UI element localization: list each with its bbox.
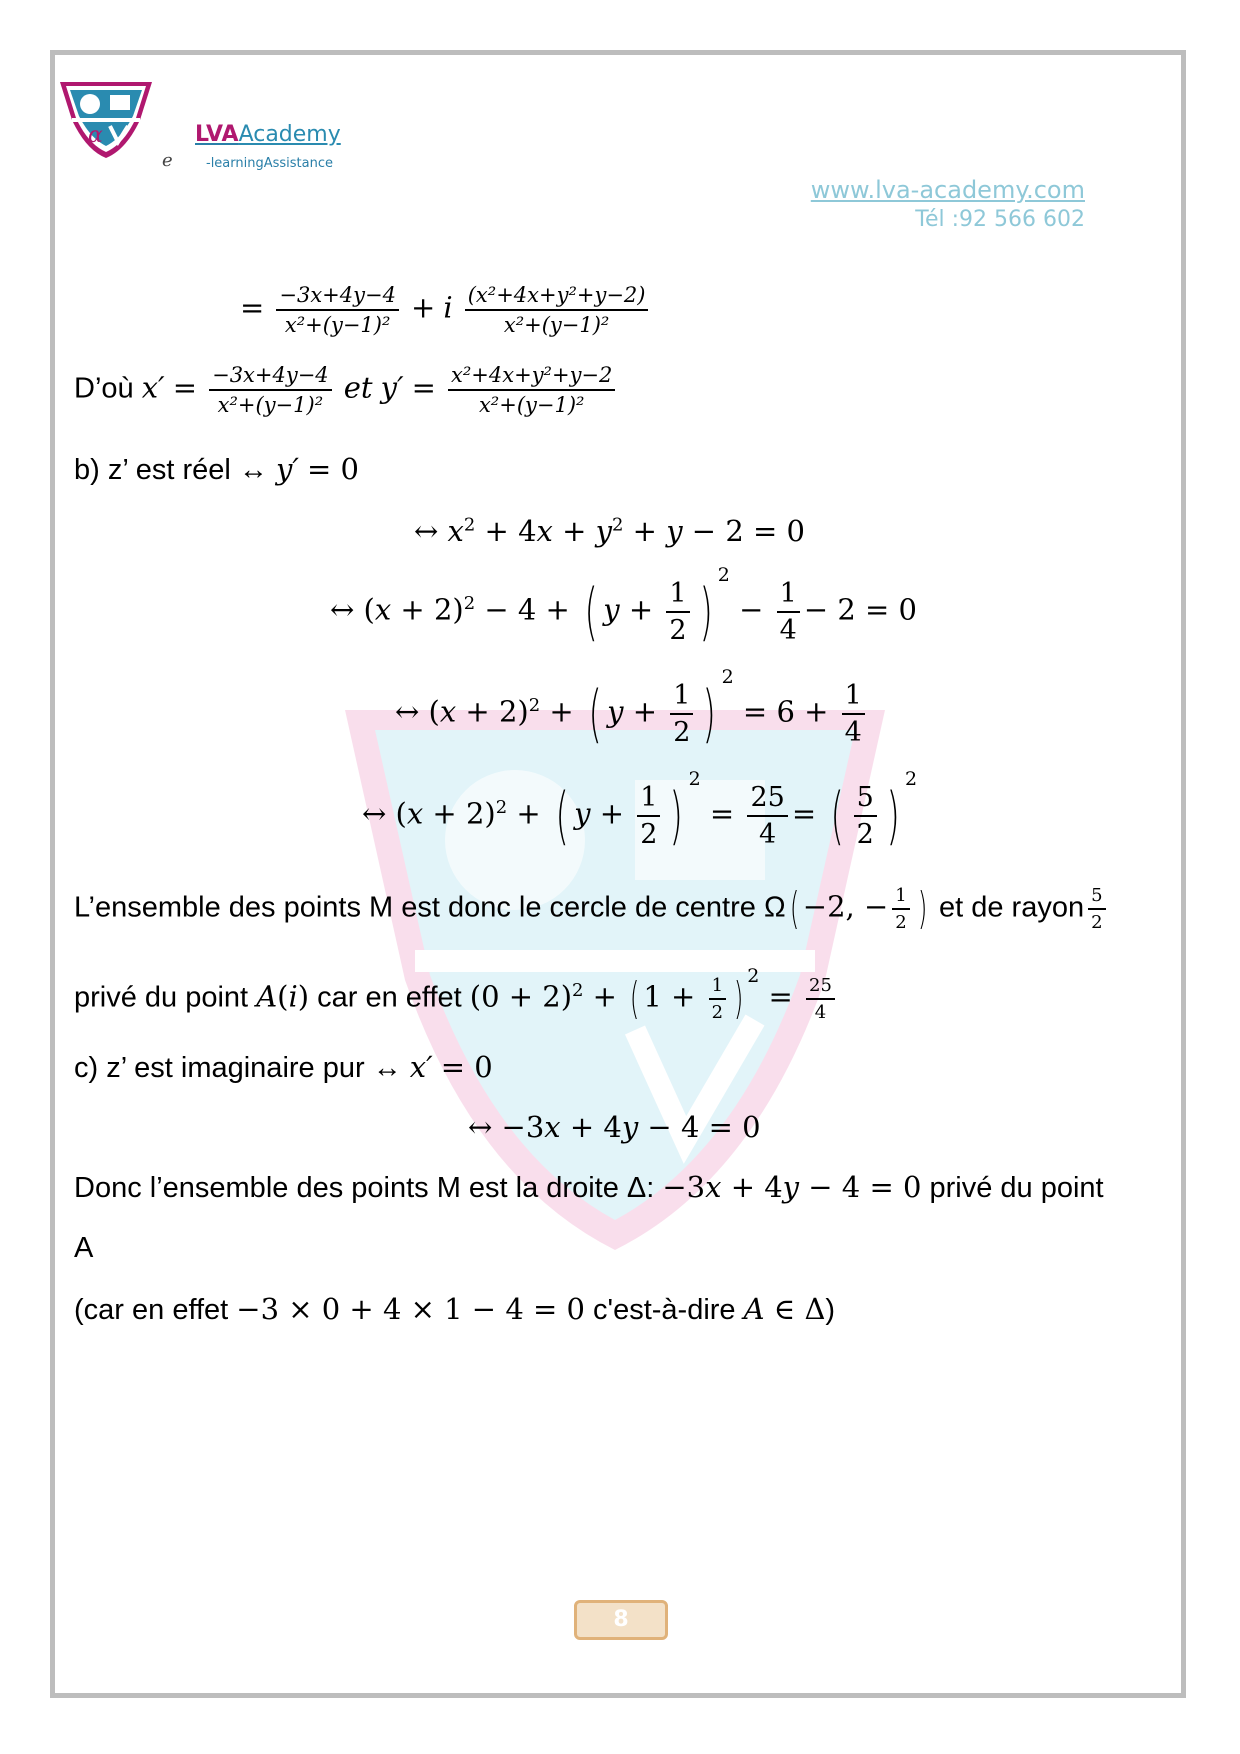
brand-name: LVAAcademy: [195, 122, 341, 147]
circle-statement: L’ensemble des points M est donc le cercle de centre Ω( −2, − $\frac{1}{2}$ ) et de rayon $\frac{5}{2}$: [74, 885, 1110, 933]
excluded-point-statement: privé du point A(i) car en effet $(0 + 2)^2$ + ( 1 + $\frac{1}{2}$ ) 2 = $\frac{25}{4}$: [74, 975, 839, 1023]
part-b-statement: b) z’ est réel ↔ y′ = 0: [74, 452, 359, 486]
e-mark: e: [162, 150, 173, 171]
math-line-1: = $\frac{-3x+4y-4}{\text{x²+(y−1)²}}$ + i $\frac{\text{(x²+4x+y²+y−2)}}{\text{x²+(y−1)²}}$: [240, 283, 652, 337]
math-line-4: ↔ $(x + 2)^2 - 4$ + ( y + $\frac{1}{2}$ ) 2 − $\frac{1}{4}$ − 2 = 0: [330, 564, 917, 648]
math-line-3: ↔ $x^2 + 4x + y^2 + y - 2 = 0$: [414, 514, 805, 548]
math-line-6: ↔ $(x + 2)^2$ + ( y + $\frac{1}{2}$ ) 2 = $\frac{25}{4}$ = ( $\frac{5}{2}$ ) 2: [362, 768, 918, 852]
svg-text:α: α: [88, 123, 103, 148]
phone-number: Tél :92 566 602: [915, 207, 1085, 232]
fraction: $\frac{\text{(x²+4x+y²+y−2)}}{\text{x²+(y−1)²}}$: [465, 283, 649, 337]
fraction: $\frac{-3x+4y-4}{\text{x²+(y−1)²}}$: [276, 283, 399, 337]
lva-logo-icon: [56, 78, 156, 160]
fraction: $\frac{\text{x²+4x+y²+y−2}}{\text{x²+(y−1)²}}$: [448, 363, 615, 417]
line-statement: Donc l’ensemble des points M est la droite Δ: −3x + 4y − 4 = 0 privé du point: [74, 1170, 1104, 1204]
fraction: $\frac{-3x+4y-4}{\text{x²+(y−1)²}}$: [209, 363, 332, 417]
contact-block: [811, 175, 1085, 235]
page-number: 8: [574, 1600, 668, 1640]
website-link[interactable]: www.lva-academy.com: [810, 176, 1085, 204]
verification-statement: (car en effet −3 × 0 + 4 × 1 − 4 = 0 c'est-à-dire A ∈ Δ): [74, 1292, 836, 1326]
part-c-statement: c) z’ est imaginaire pur ↔ x′ = 0: [74, 1050, 493, 1084]
brand-tagline: -learningAssistance: [206, 156, 333, 171]
math-line-7: ↔ −3x + 4y − 4 = 0: [468, 1110, 761, 1144]
math-line-2: D’où x′ = $\frac{-3x+4y-4}{\text{x²+(y−1)²}}$ et y′ = $\frac{\text{x²+4x+y²+y−2}}{\text{x²+(y−1)²}}$: [74, 363, 619, 417]
math-line-5: ↔ $(x + 2)^2$ + ( y + $\frac{1}{2}$ ) 2 = 6 + $\frac{1}{4}$: [395, 680, 869, 748]
point-a-label: A: [74, 1232, 94, 1264]
